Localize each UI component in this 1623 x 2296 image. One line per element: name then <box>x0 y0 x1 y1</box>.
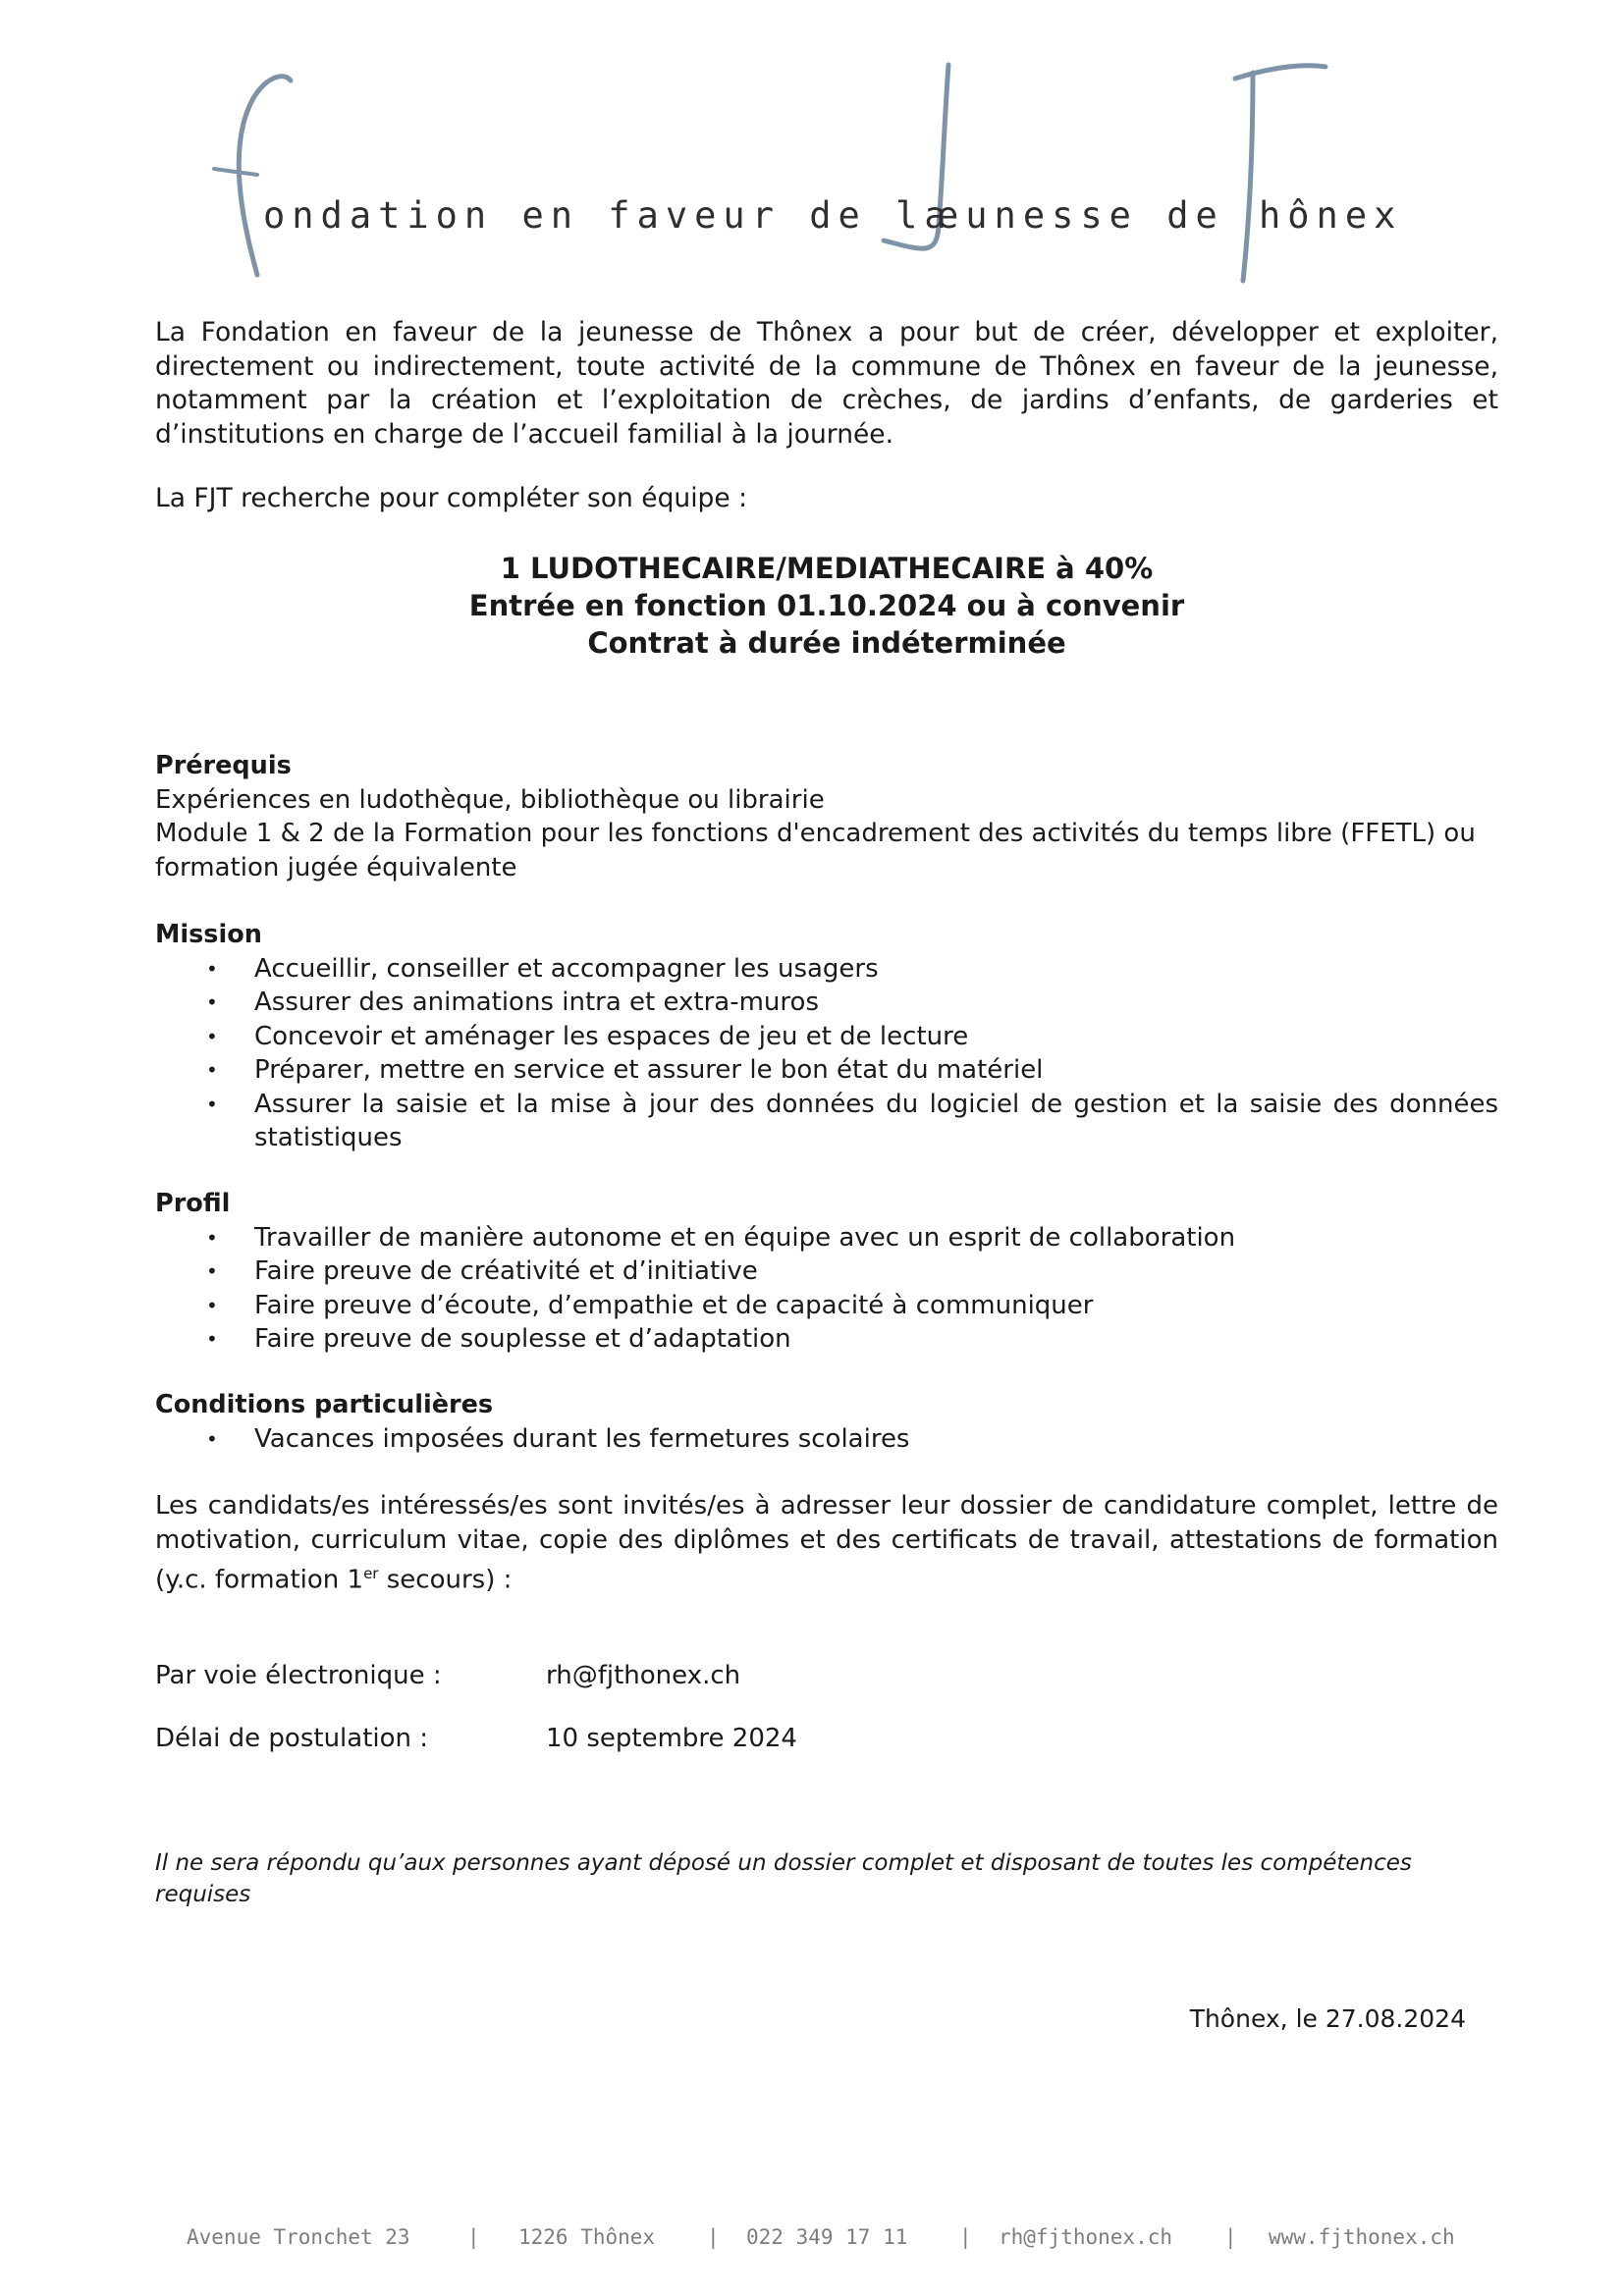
section-title-prereq: Prérequis <box>155 751 292 780</box>
list-item: • Concevoir et aménager les espaces de jeu et de lecture <box>155 1020 1498 1054</box>
footer-address: Avenue Tronchet 23 <box>187 2225 410 2249</box>
list-item: • Assurer des animations intra et extra-muros <box>155 986 1498 1020</box>
apply-text: Les candidats/es intéressés/es sont invités/es à adresser leur dossier de candidature complet, lettre de motivation, curriculum vitae, copie des diplômes et des certificats de travail, attestations de formation (y.c. formation 1 <box>155 1491 1498 1595</box>
section-title-conditions: Conditions particulières <box>155 1390 494 1419</box>
footer-website-link[interactable]: www.fjthonex.ch <box>1269 2225 1455 2249</box>
apply-superscript: er <box>363 1565 379 1582</box>
disclaimer-note: Il ne sera répondu qu’aux personnes ayant déposé un dossier complet et disposant de toutes les compétences requises <box>155 1850 1412 1907</box>
list-item: • Assurer la saisie et la mise à jour des données du logiciel de gestion et la saisie des données statistiques <box>155 1088 1498 1155</box>
mission-list <box>155 952 1498 1155</box>
list-item: • Travailler de manière autonome et en équipe avec un esprit de collaboration <box>155 1221 1498 1255</box>
deadline-value: 10 septembre 2024 <box>546 1724 797 1753</box>
logo-segment-1: ondation en faveur de la <box>263 194 953 237</box>
logo-letter-f <box>239 77 291 275</box>
logo-script-letters <box>196 59 1434 285</box>
start-date: Entrée en fonction 01.10.2024 ou à convenir <box>468 589 1185 622</box>
intro-paragraph: La Fondation en faveur de la jeunesse de Thônex a pour but de créer, développer et exploiter, directement ou indirectement, toute activité de la commune de Thônex en faveur de la jeunesse, notamment par la création et l’exploitation de crèches, de jardins d’enfants, de garderies et d’institutions en charge de l’accueil familial à la journée. <box>155 317 1498 450</box>
list-item: • Vacances imposées durant les fermetures scolaires <box>155 1422 1498 1457</box>
section-title-mission: Mission <box>155 920 262 949</box>
prereq-line: Module 1 & 2 de la Formation pour les fonctions d'encadrement des activités du temps libre (FFETL) ou formation jugée équivalente <box>155 819 1476 882</box>
list-item: • Préparer, mettre en service et assurer le bon état du matériel <box>155 1053 1498 1088</box>
apply-text-end: secours) : <box>378 1565 513 1595</box>
footer-separator: | <box>707 2225 720 2249</box>
logo-segment-2: eunesse de <box>937 194 1224 237</box>
footer-separator: | <box>1224 2225 1237 2249</box>
footer-city: 1226 Thônex <box>518 2225 656 2249</box>
section-title-profil: Profil <box>155 1189 231 1218</box>
prereq-section <box>155 749 1498 884</box>
footer-separator: | <box>959 2225 972 2249</box>
profil-list <box>155 1221 1498 1357</box>
conditions-list <box>155 1422 1498 1457</box>
conditions-section <box>155 1388 1498 1456</box>
letterhead-logo <box>196 59 1434 285</box>
job-title: 1 LUDOTHECAIRE/MEDIATHECAIRE à 40% <box>500 552 1154 585</box>
list-item: • Faire preuve d’écoute, d’empathie et de capacité à communiquer <box>155 1289 1498 1323</box>
application-paragraph <box>155 1489 1498 1597</box>
footer-email-link[interactable]: rh@fjthonex.ch <box>999 2225 1173 2249</box>
list-item: • Accueillir, conseiller et accompagner les usagers <box>155 952 1498 987</box>
job-headline <box>155 550 1498 662</box>
contract-type: Contrat à durée indéterminée <box>587 626 1066 660</box>
email-link[interactable]: rh@fjthonex.ch <box>546 1661 741 1690</box>
profil-section <box>155 1187 1498 1357</box>
list-item: • Faire preuve de souplesse et d’adaptation <box>155 1322 1498 1357</box>
prereq-line: Expériences en ludothèque, bibliothèque ou librairie <box>155 784 825 815</box>
logo-segment-3: hônex <box>1259 194 1403 237</box>
list-item: • Faire preuve de créativité et d’initiative <box>155 1255 1498 1289</box>
footer-separator: | <box>467 2225 480 2249</box>
deadline-label: Délai de postulation : <box>155 1724 429 1753</box>
lead-sentence: La FJT recherche pour compléter son équipe : <box>155 483 748 513</box>
logo-letter-t <box>1235 66 1325 79</box>
mission-section <box>155 918 1498 1155</box>
footer-phone: 022 349 17 11 <box>746 2225 908 2249</box>
date-place: Thônex, le 27.08.2024 <box>1189 2004 1466 2033</box>
email-label: Par voie électronique : <box>155 1661 442 1690</box>
